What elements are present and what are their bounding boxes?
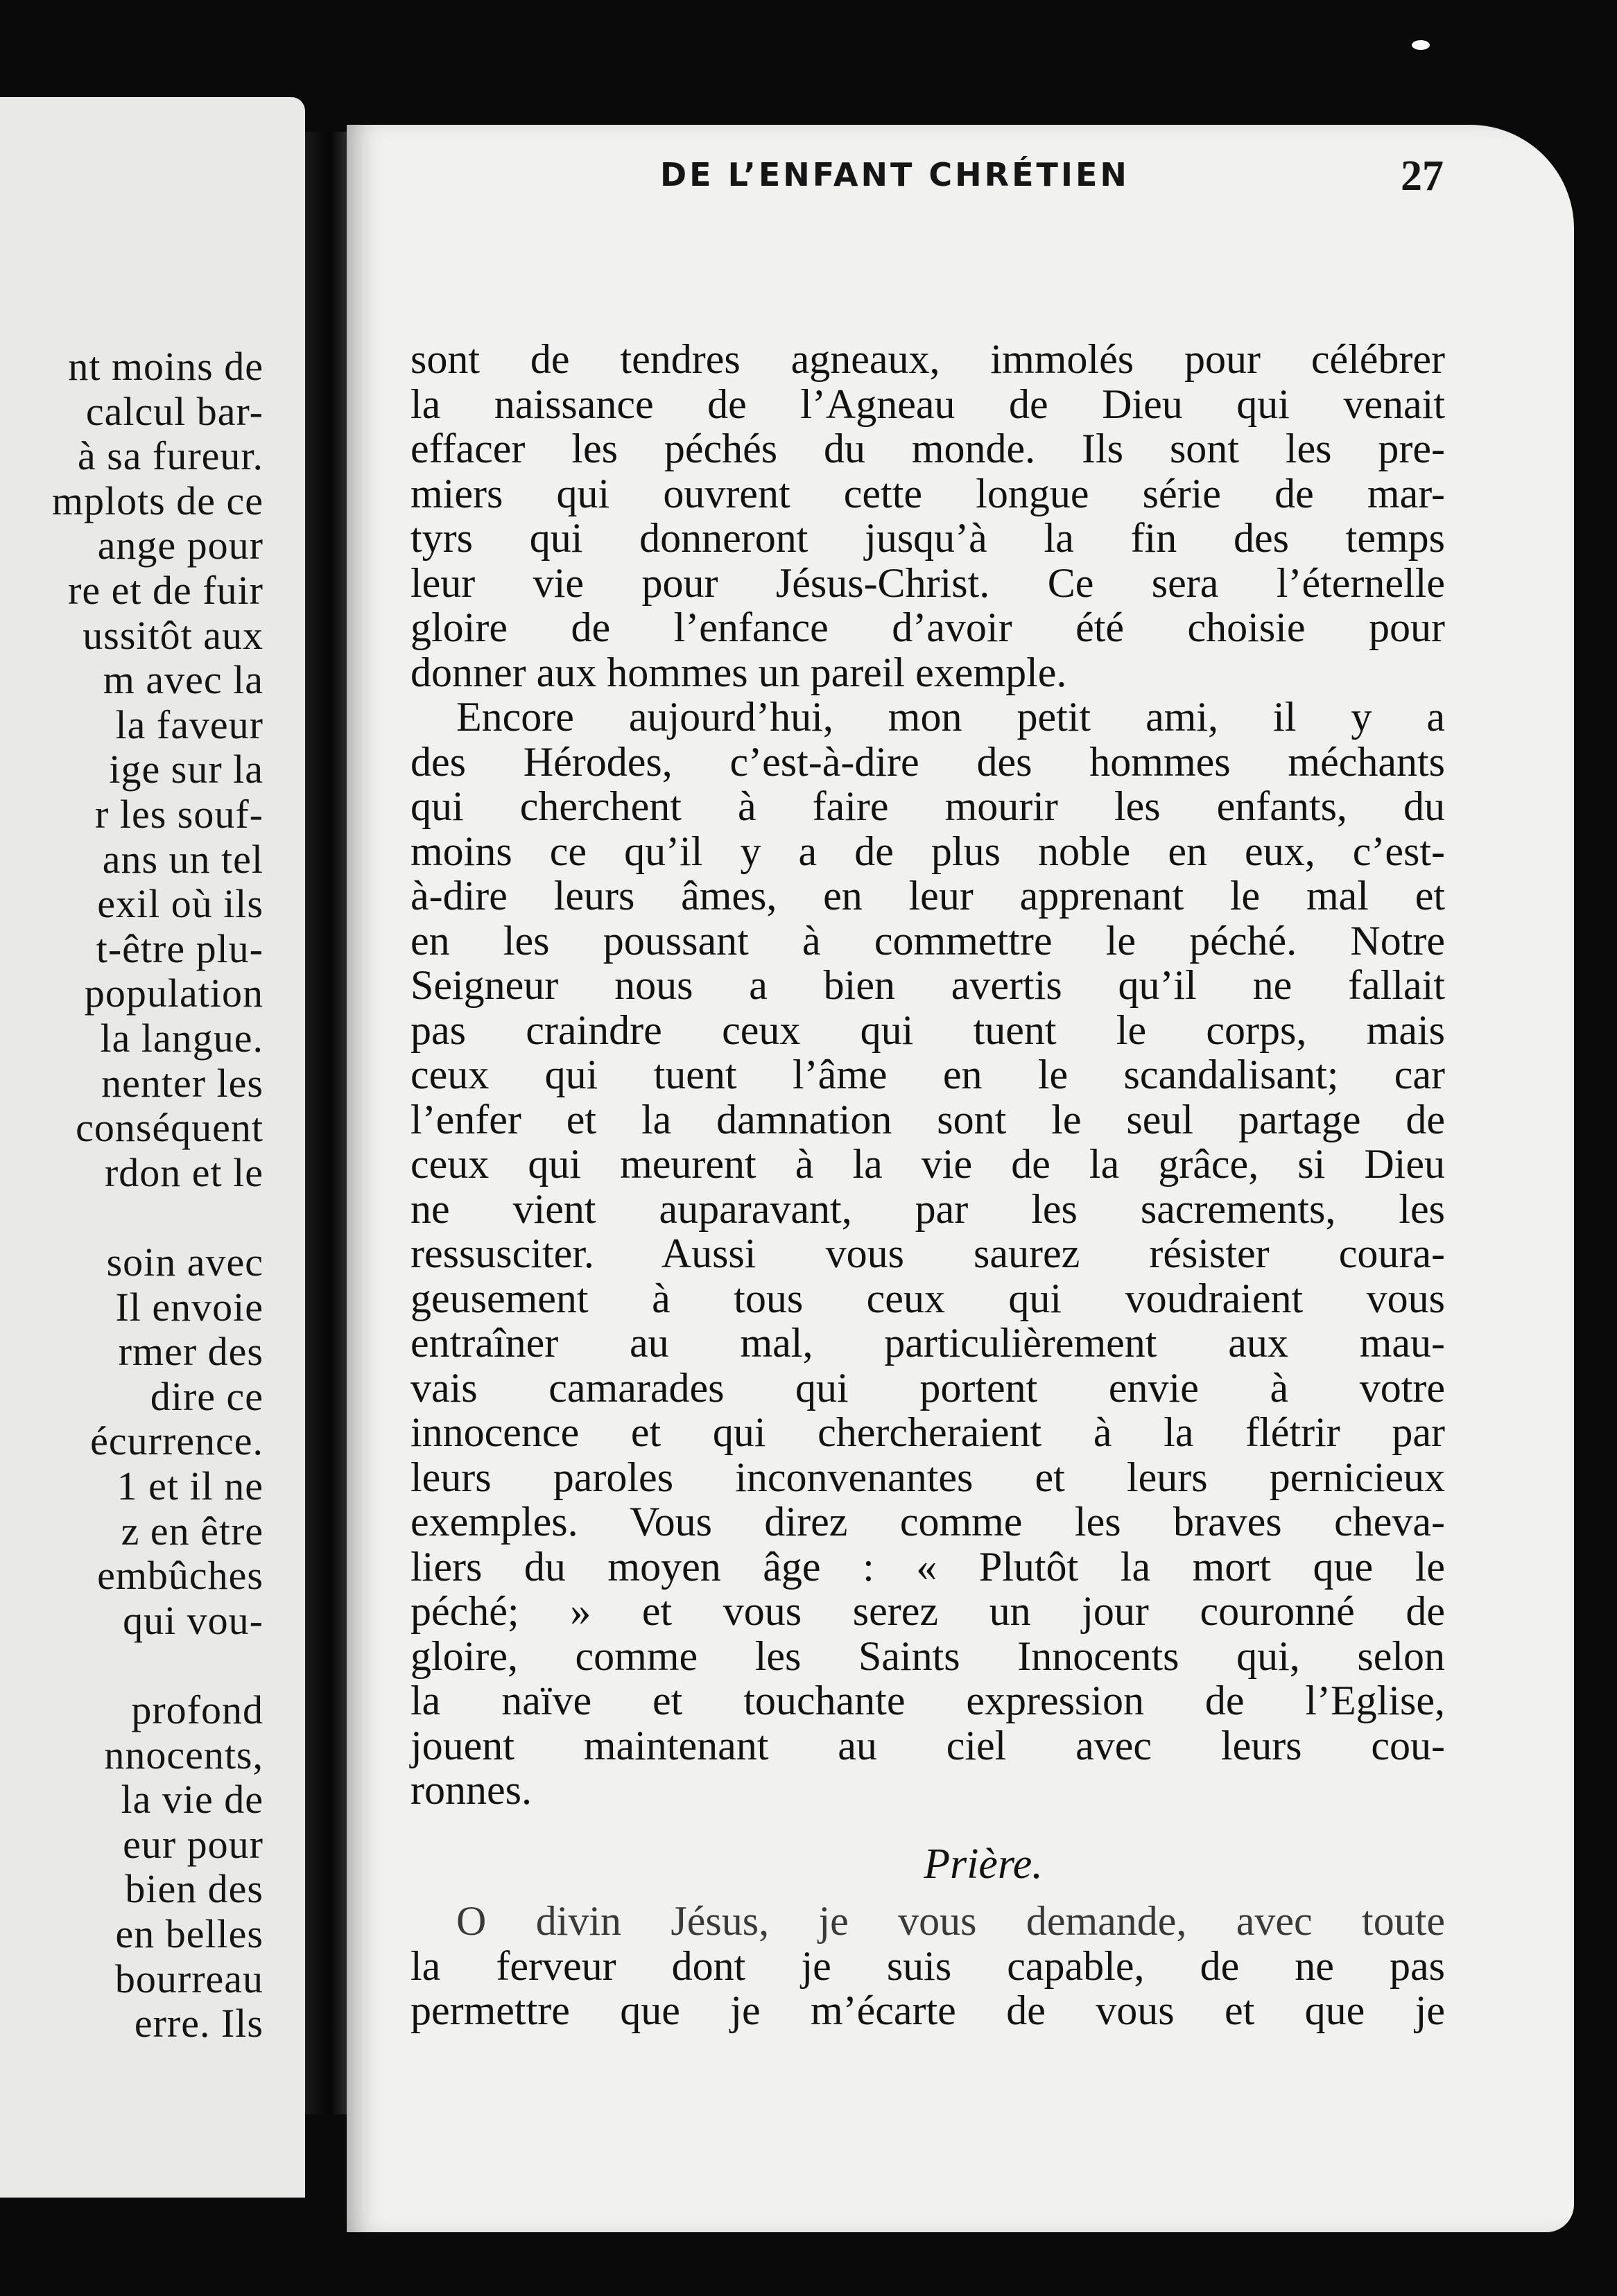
left-page-line: eur pour <box>123 1821 263 1867</box>
body-line: ne vient auparavant, par les sacrements, les <box>410 1185 1445 1232</box>
body-line: ressusciter. Aussi vous saurez résister coura- <box>410 1230 1445 1276</box>
left-page-line: mplots de ce <box>51 478 263 523</box>
page-number: 27 <box>1401 153 1444 200</box>
left-page-line: ans un tel <box>102 836 263 882</box>
left-page-line: conséquent <box>76 1105 263 1151</box>
left-page-line: erre. Ils <box>134 2001 263 2046</box>
body-line: ceux qui tuent l’âme en le scandalisant; car <box>410 1052 1445 1097</box>
left-page-line: exil où ils <box>97 881 263 927</box>
body-line: à-dire leurs âmes, en leur apprenant le mal et <box>410 873 1445 919</box>
body-line: leur vie pour Jésus-Christ. Ce sera l’éternelle <box>410 559 1445 606</box>
body-line: Encore aujourd’hui, mon petit ami, il y a <box>456 694 1445 740</box>
left-page-line: ange pour <box>97 523 263 568</box>
page-body-text <box>410 337 1445 2033</box>
prayer-line: permettre que je m’écarte de vous et que je <box>410 1988 1445 2033</box>
body-line: la naissance de l’Agneau de Dieu qui venait <box>410 381 1445 427</box>
body-line: liers du moyen âge : « Plutôt la mort que le <box>410 1543 1445 1590</box>
left-page-line: qui vou- <box>123 1597 263 1643</box>
left-page-line: r les souf- <box>95 792 263 837</box>
left-page-line: dire ce <box>150 1373 263 1419</box>
left-page-line: rmer des <box>118 1329 263 1375</box>
body-line: effacer les péchés du monde. Ils sont les pre- <box>410 426 1445 471</box>
body-line: Seigneur nous a bien avertis qu’il ne fallait <box>410 962 1445 1008</box>
left-page-line: nt moins de <box>68 344 263 389</box>
left-page-line: m avec la <box>103 657 263 703</box>
left-page-line: embûches <box>97 1553 263 1599</box>
scan-speck <box>1412 40 1430 50</box>
left-page-line: en belles <box>115 1911 263 1956</box>
left-page-line: t-être plu- <box>96 925 263 971</box>
left-page-line: ussitôt aux <box>83 612 263 658</box>
body-line: gloire de l’enfance d’avoir été choisie pour <box>410 605 1445 650</box>
body-line: geusement à tous ceux qui voudraient vous <box>410 1275 1445 1321</box>
body-line: ronnes. <box>410 1767 532 1813</box>
left-page-line: population <box>84 971 263 1016</box>
left-page-line: rdon et le <box>104 1149 263 1195</box>
body-line: jouent maintenant au ciel avec leurs cou- <box>410 1722 1445 1768</box>
body-line: la naïve et touchante expression de l’Eglise, <box>410 1678 1445 1723</box>
body-line: tyrs qui donneront jusqu’à la fin des temps <box>410 515 1445 561</box>
left-page-line: nnocents, <box>104 1732 263 1777</box>
left-page-line: Il envoie <box>115 1284 263 1330</box>
body-line: moins ce qu’il y a de plus noble en eux, c’est- <box>410 828 1445 874</box>
running-head <box>69 153 1449 205</box>
body-line: entraîner au mal, particulièrement aux mau- <box>410 1320 1445 1366</box>
left-page-line: 1 et il ne <box>116 1463 263 1508</box>
body-line: des Hérodes, c’est-à-dire des hommes méchants <box>410 738 1445 785</box>
previous-page <box>0 97 305 2198</box>
body-line: péché; » et vous serez un jour couronné de <box>410 1588 1445 1634</box>
body-line: gloire, comme les Saints Innocents qui, selon <box>410 1633 1445 1679</box>
left-page-line: profond <box>131 1687 263 1732</box>
body-line: exemples. Vous direz comme les braves cheva- <box>410 1499 1445 1545</box>
body-line: l’enfer et la damnation sont le seul partage de <box>410 1096 1445 1142</box>
left-page-line: la langue. <box>100 1016 263 1061</box>
left-page-line: re et de fuir <box>68 568 263 613</box>
body-line: miers qui ouvrent cette longue série de mar- <box>410 470 1445 516</box>
body-line: pas craindre ceux qui tuent le corps, mais <box>410 1007 1445 1053</box>
left-page-line: soin avec <box>106 1240 263 1285</box>
left-page-line: bien des <box>125 1866 263 1912</box>
book-gutter <box>305 132 347 2114</box>
body-line: ceux qui meurent à la vie de la grâce, si Dieu <box>410 1141 1445 1187</box>
body-line: vais camarades qui portent envie à votre <box>410 1364 1445 1411</box>
left-page-line: la faveur <box>115 702 263 747</box>
left-page-line: bourreau <box>114 1956 263 2001</box>
left-page-line: z en être <box>121 1508 263 1554</box>
left-page-line: calcul bar- <box>85 388 263 434</box>
left-page-line: ige sur la <box>109 747 263 792</box>
section-heading: Prière. <box>924 1840 1043 1888</box>
body-line: leurs paroles inconvenantes et leurs pernicieux <box>410 1454 1445 1500</box>
body-line: donner aux hommes un pareil exemple. <box>410 649 1067 695</box>
body-line: sont de tendres agneaux, immolés pour célébrer <box>410 336 1445 382</box>
running-title: DE L’ENFANT CHRÉTIEN <box>660 156 1130 193</box>
body-line: qui cherchent à faire mourir les enfants, du <box>410 783 1445 829</box>
prayer-line: la ferveur dont je suis capable, de ne pas <box>410 1942 1445 1989</box>
body-line: en les poussant à commettre le péché. Notre <box>410 917 1445 964</box>
left-page-line: nenter les <box>101 1060 263 1106</box>
body-line: innocence et qui chercheraient à la flétrir par <box>410 1409 1445 1455</box>
prayer-line: O divin Jésus, je vous demande, avec toute <box>456 1898 1445 1944</box>
left-page-line: écurrence. <box>90 1418 263 1464</box>
left-page-line: la vie de <box>121 1777 263 1823</box>
left-page-line: à sa fureur. <box>77 433 263 479</box>
